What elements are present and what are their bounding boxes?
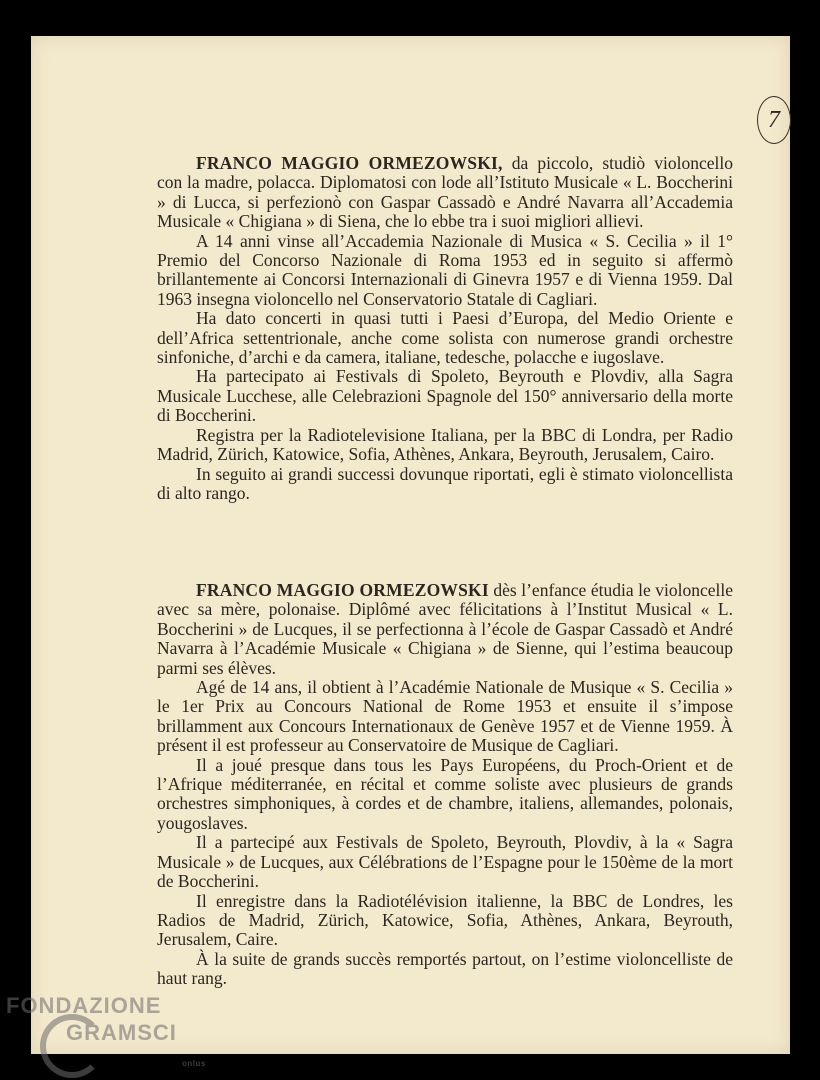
paragraph: FRANCO MAGGIO ORMEZOWSKI, da piccolo, studiò violoncello con la madre, polacca. Diplomatosi con lode all’Istituto Musicale « L. Boccherini » di Lucca, si perfezionò con Gaspar Cassadò e André Navarra all’Accademia Musicale « Chigiana » di Siena, che lo ebbe tra i suoi migliori allievi. (157, 153, 733, 232)
paragraph: À la suite de grands succès remportés partout, on l’estime violoncelliste de haut rang. (157, 948, 733, 989)
paragraph: Il a partecipé aux Festivals de Spoleto, Beyrouth, Plovdiv, à la « Sagra Musicale » de Lucques, aux Célébrations de l’Espagne pour le 150ème de la mort de Boccherini. (157, 832, 733, 892)
paragraph: FRANCO MAGGIO ORMEZOWSKI dès l’enfance étudia le violoncelle avec sa mère, polonaise. Diplômé avec félicitations à l’Institut Musical « L. Boccherini » de Lucques, il se perfectionna à l’école de Gaspar Cassadò et André Navarra à l’Académie Musicale « Chigiana » de Sienne, qui l’estima beaucoup parmi ses élèves. (157, 580, 733, 678)
artist-name: FRANCO MAGGIO ORMEZOWSKI (196, 580, 489, 600)
paragraph: Il a joué presque dans tous les Pays Européens, du Proch-Orient et de l’Afrique méditerranée, en récital et comme soliste avec plusieurs de grands orchestres simphoniques, à cordes et de chambre, italiens, allemandes, polonais, yougoslaves. (157, 754, 733, 833)
paragraph: In seguito ai grandi successi dovunque riportati, egli è stimato violoncellista di alto rango. (157, 463, 733, 503)
artist-name: FRANCO MAGGIO ORMEZOWSKI, (196, 153, 503, 173)
paragraph: Il enregistre dans la Radiotélévision italienne, la BBC de Londres, les Radios de Madrid, Zürich, Katowice, Sofia, Athènes, Ankara, Beyrouth, Jerusalem, Caire. (157, 890, 733, 950)
fondazione-gramsci-watermark (6, 992, 206, 1068)
handwritten-page-number: 7 (757, 96, 791, 144)
biography-french (157, 581, 733, 989)
paragraph: Ha dato concerti in quasi tutti i Paesi d’Europa, del Medio Oriente e dell’Africa settentrionale, anche come solista con numerose grandi orchestre sinfoniche, d’archi e da camera, italiane, tedesche, polacche e iugoslave. (157, 308, 733, 368)
watermark-line: FONDAZIONE (6, 993, 162, 1018)
paragraph: Agé de 14 ans, il obtient à l’Académie Nationale de Musique « S. Cecilia » le 1er Prix au Concours National de Rome 1953 et ensuite il s’impose brillamment aux Concours Internationaux de Genève 1957 et de Vienne 1959. À présent il est professeur au Conservatoire de Musique de Cagliari. (157, 677, 733, 756)
watermark-logo-icon (40, 1014, 104, 1078)
watermark-line: GRAMSCI (66, 1020, 177, 1045)
document-page (31, 36, 790, 1054)
watermark-line: onlus (182, 1059, 206, 1068)
paragraph: A 14 anni vinse all’Accademia Nazionale di Musica « S. Cecilia » il 1° Premio del Concorso Nazionale di Roma 1953 ed in seguito si affermò brillantemente ai Concorsi Internazionali di Ginevra 1957 e di Vienna 1959. Dal 1963 insegna violoncello nel Conservatorio Statale di Cagliari. (157, 230, 733, 309)
paragraph: Ha partecipato ai Festivals di Spoleto, Beyrouth e Plovdiv, alla Sagra Musicale Lucchese, alle Celebrazioni Spagnole del 150° anniversario della morte di Boccherini. (157, 366, 733, 426)
biography-italian (157, 154, 733, 503)
paragraph: Registra per la Radiotelevisione Italiana, per la BBC di Londra, per Radio Madrid, Zürich, Katowice, Sofia, Athènes, Ankara, Beyrouth, Jerusalem, Cairo. (157, 424, 733, 465)
